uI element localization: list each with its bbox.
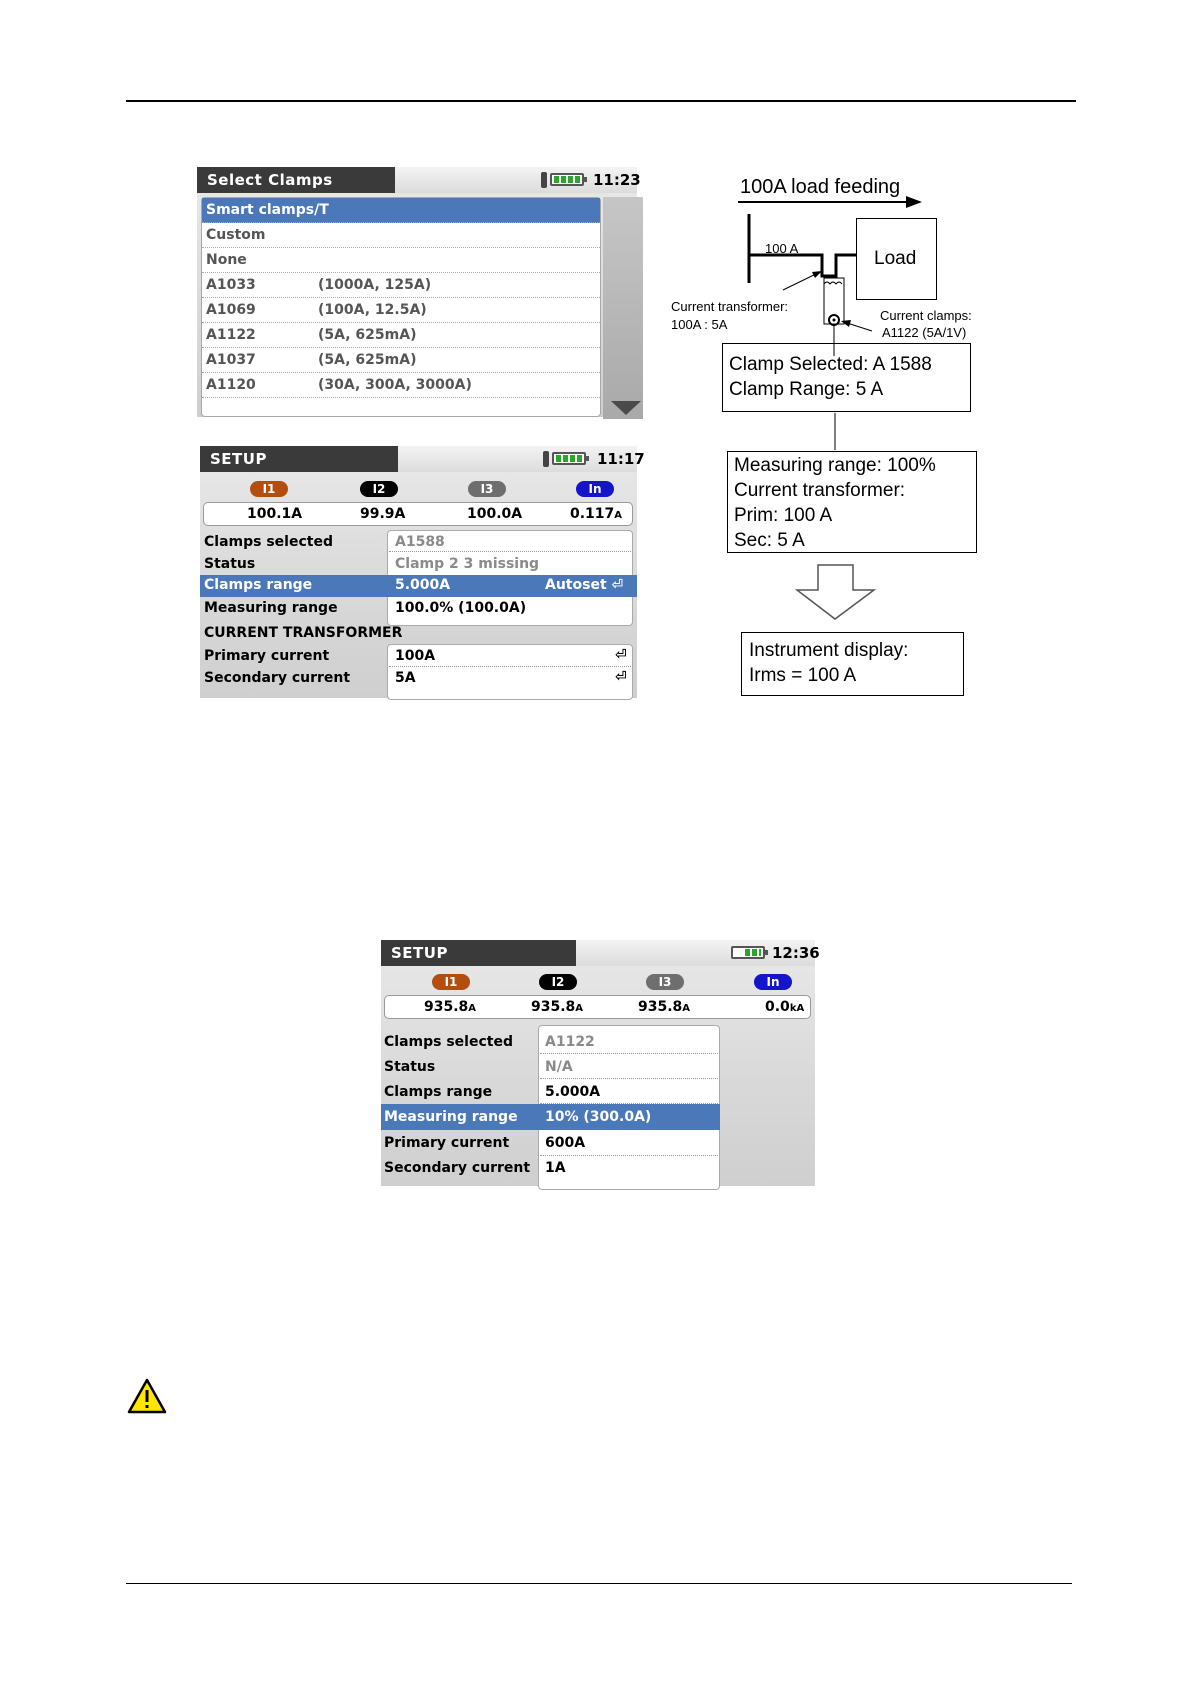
primary-current-value[interactable]: 100A xyxy=(395,648,436,664)
i3-value: 935.8A xyxy=(638,999,691,1015)
status-label: Status xyxy=(384,1059,436,1075)
clamps-range-label: Clamps range xyxy=(204,577,313,593)
i2-value: 99.9A xyxy=(360,506,406,522)
list-scrollbar[interactable] xyxy=(603,197,643,419)
plug-icon xyxy=(543,451,549,467)
channel-in-badge: In xyxy=(754,974,792,990)
clamps-selected-label: Clamps selected xyxy=(204,534,333,550)
measuring-range-text: Measuring range: 100% xyxy=(734,455,936,476)
channel-i1-badge: I1 xyxy=(250,481,288,497)
divider xyxy=(540,1053,718,1054)
divider xyxy=(389,551,631,552)
load-label: Load xyxy=(874,248,917,269)
secondary-current-label: Secondary current xyxy=(384,1160,531,1176)
primary-current-label: Primary current xyxy=(204,648,330,664)
list-item[interactable]: A1037 (5A, 625mA) xyxy=(202,348,600,373)
measuring-range-value[interactable]: 100.0% (100.0A) xyxy=(395,600,527,616)
plug-icon xyxy=(541,172,547,188)
measuring-range-label: Measuring range xyxy=(204,600,338,616)
divider xyxy=(540,1155,718,1156)
in-value-number: 0.117 xyxy=(570,506,615,522)
clamps-range-label: Clamps range xyxy=(384,1084,493,1100)
sec-text: Sec: 5 A xyxy=(734,530,805,551)
clamps-selected-label: Clamps selected xyxy=(384,1034,513,1050)
warning-icon xyxy=(127,1378,167,1414)
load-feeding-label: 100A load feeding xyxy=(740,176,901,198)
i2-value: 935.8A xyxy=(531,999,584,1015)
clamps-range-value: 5.000A xyxy=(395,577,451,593)
i1-value: 935.8A xyxy=(424,999,477,1015)
channel-i2-badge: I2 xyxy=(539,974,577,990)
clamps-selected-value: A1588 xyxy=(395,534,445,550)
wire-current-label: 100 A xyxy=(765,241,799,256)
enter-icon[interactable]: ⏎ xyxy=(615,669,627,685)
screen-title: SETUP xyxy=(381,940,576,966)
status-value: Clamp 2 3 missing xyxy=(395,556,540,572)
instrument-display-text: Instrument display: xyxy=(749,640,909,661)
autoset-button[interactable]: Autoset ⏎ xyxy=(545,577,624,593)
list-item[interactable]: Custom xyxy=(202,223,600,248)
battery-icon xyxy=(731,946,765,959)
in-value xyxy=(570,506,622,522)
ct-label-line2: 100A : 5A xyxy=(671,317,728,332)
channel-in-badge: In xyxy=(576,481,614,497)
clock: 11:17 xyxy=(597,450,645,468)
clamp-range-text: Clamp Range: 5 A xyxy=(729,379,884,400)
prim-text: Prim: 100 A xyxy=(734,505,833,526)
list-item[interactable]: A1122 (5A, 625mA) xyxy=(202,323,600,348)
clamps-range-row[interactable] xyxy=(200,575,637,597)
list-item[interactable]: A1120 (30A, 300A, 3000A) xyxy=(202,373,600,398)
measuring-range-label: Measuring range xyxy=(384,1109,518,1125)
channel-i3-badge: I3 xyxy=(468,481,506,497)
measuring-range-row[interactable] xyxy=(381,1104,720,1130)
select-clamps-screen xyxy=(197,167,641,417)
clamps-label-line2: A1122 (5A/1V) xyxy=(882,325,967,340)
enter-icon[interactable]: ⏎ xyxy=(615,647,627,663)
footer-rule xyxy=(126,1583,1072,1584)
clamp-list xyxy=(201,197,601,417)
clamp-selected-text: Clamp Selected: A 1588 xyxy=(729,354,932,375)
in-value-unit: A xyxy=(614,510,623,521)
screen-title: SETUP xyxy=(200,446,398,472)
ct-heading: CURRENT TRANSFORMER xyxy=(204,625,403,641)
scroll-down-icon[interactable] xyxy=(611,401,641,415)
setup-screen-1 xyxy=(200,446,645,698)
list-item[interactable]: A1069 (100A, 12.5A) xyxy=(202,298,600,323)
channel-i3-badge: I3 xyxy=(646,974,684,990)
status-value: N/A xyxy=(545,1059,573,1075)
screen-title: Select Clamps xyxy=(197,167,395,193)
divider xyxy=(389,666,631,667)
primary-current-value[interactable]: 600A xyxy=(545,1135,586,1151)
channel-i1-badge: I1 xyxy=(432,974,470,990)
ct-label-line1: Current transformer: xyxy=(671,299,789,314)
clamps-label-line1: Current clamps: xyxy=(880,308,972,323)
secondary-current-value[interactable]: 1A xyxy=(545,1160,566,1176)
clamps-range-value[interactable]: 5.000A xyxy=(545,1084,601,1100)
list-item[interactable]: None xyxy=(202,248,600,273)
i3-value: 100.0A xyxy=(467,506,523,522)
measuring-range-box xyxy=(727,451,977,553)
divider xyxy=(540,1078,718,1079)
i1-value: 100.1A xyxy=(247,506,303,522)
in-value: 0.0kA xyxy=(765,999,805,1015)
primary-current-label: Primary current xyxy=(384,1135,510,1151)
current-transformer-text: Current transformer: xyxy=(734,480,906,501)
battery-icon xyxy=(552,452,586,465)
load-box xyxy=(856,218,937,300)
header-rule xyxy=(126,100,1076,102)
status-label: Status xyxy=(204,556,256,572)
measuring-range-value: 10% (300.0A) xyxy=(545,1109,652,1125)
channel-i2-badge: I2 xyxy=(360,481,398,497)
clamp-selected-box xyxy=(722,343,971,412)
clock: 12:36 xyxy=(772,944,820,962)
list-item[interactable]: A1033 (1000A, 125A) xyxy=(202,273,600,298)
list-item[interactable]: Smart clamps/T xyxy=(202,198,600,223)
irms-text: Irms = 100 A xyxy=(749,665,857,686)
battery-icon xyxy=(550,173,584,186)
instrument-display-box xyxy=(741,632,964,696)
secondary-current-value[interactable]: 5A xyxy=(395,670,416,686)
clock: 11:23 xyxy=(593,171,641,189)
clamps-selected-value: A1122 xyxy=(545,1034,595,1050)
setup-screen-2 xyxy=(381,940,820,1186)
secondary-current-label: Secondary current xyxy=(204,670,351,686)
